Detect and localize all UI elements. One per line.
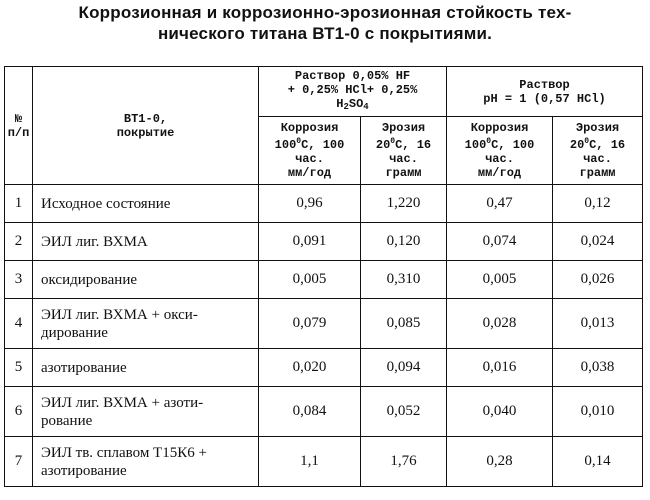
cell-erosion-hcl: 0,038: [553, 349, 643, 387]
header-corrosion-1: Коррозия $100^0С$, 100 час. мм/год: [259, 117, 361, 185]
row-coating: ЭИЛ лиг. ВХМА + окси- дирование: [33, 299, 259, 349]
row-number: 7: [5, 437, 33, 487]
cell-corrosion-hcl: 0,005: [447, 261, 553, 299]
cell-erosion-hcl: 0,013: [553, 299, 643, 349]
cell-corrosion-hf: 1,1: [259, 437, 361, 487]
table-row: [5, 349, 643, 387]
row-number: 6: [5, 387, 33, 437]
header-coating: ВТ1-0, покрытие: [33, 67, 259, 185]
document-title: [0, 2, 650, 44]
cell-erosion-hcl: 0,026: [553, 261, 643, 299]
header-corrosion-2: Коррозия $100^0С$, 100 час. мм/год: [447, 117, 553, 185]
row-coating: оксидирование: [33, 261, 259, 299]
cell-corrosion-hf: 0,005: [259, 261, 361, 299]
row-number: 4: [5, 299, 33, 349]
cell-corrosion-hf: 0,020: [259, 349, 361, 387]
header-group-hf-solution: Раствор 0,05% HF + 0,25% HCl+ 0,25% $H_2SO_4$: [259, 67, 447, 117]
cell-erosion-hcl: 0,024: [553, 223, 643, 261]
header-erosion-1: Эрозия $20^0С$, 16 час. грамм: [361, 117, 447, 185]
header-group-hcl-solution: Раствор pH = 1 (0,57 HCl): [447, 67, 643, 117]
cell-erosion-hf: 0,310: [361, 261, 447, 299]
cell-erosion-hcl: 0,14: [553, 437, 643, 487]
header-row-1: [5, 67, 643, 117]
row-coating: ЭИЛ лиг. ВХМА + азоти- рование: [33, 387, 259, 437]
cell-erosion-hf: 0,085: [361, 299, 447, 349]
row-coating: Исходное состояние: [33, 185, 259, 223]
cell-erosion-hcl: 0,12: [553, 185, 643, 223]
cell-corrosion-hcl: 0,28: [447, 437, 553, 487]
title-line-2: нического титана ВТ1-0 с покрытиями.: [157, 24, 493, 43]
table-row: [5, 437, 643, 487]
cell-corrosion-hcl: 0,040: [447, 387, 553, 437]
header-number: № п/п: [5, 67, 33, 185]
title-line-1: Коррозионная и коррозионно-эрозионная стойкость тех-: [78, 3, 572, 22]
data-table: [4, 66, 643, 487]
row-number: 5: [5, 349, 33, 387]
row-number: 2: [5, 223, 33, 261]
cell-corrosion-hcl: 0,016: [447, 349, 553, 387]
cell-erosion-hcl: 0,010: [553, 387, 643, 437]
cell-erosion-hf: 1,76: [361, 437, 447, 487]
cell-erosion-hf: 1,220: [361, 185, 447, 223]
row-coating: азотирование: [33, 349, 259, 387]
cell-corrosion-hf: 0,084: [259, 387, 361, 437]
table-row: [5, 387, 643, 437]
row-coating: ЭИЛ тв. сплавом Т15К6 + азотирование: [33, 437, 259, 487]
table-row: [5, 223, 643, 261]
table-row: [5, 261, 643, 299]
header-erosion-2: Эрозия $20^0С$, 16 час. грамм: [553, 117, 643, 185]
cell-corrosion-hf: 0,079: [259, 299, 361, 349]
row-number: 3: [5, 261, 33, 299]
table-row: [5, 299, 643, 349]
row-coating: ЭИЛ лиг. ВХМА: [33, 223, 259, 261]
cell-erosion-hf: 0,120: [361, 223, 447, 261]
cell-erosion-hf: 0,052: [361, 387, 447, 437]
cell-corrosion-hcl: 0,028: [447, 299, 553, 349]
cell-corrosion-hf: 0,96: [259, 185, 361, 223]
table-row: [5, 185, 643, 223]
cell-corrosion-hcl: 0,074: [447, 223, 553, 261]
cell-corrosion-hf: 0,091: [259, 223, 361, 261]
row-number: 1: [5, 185, 33, 223]
cell-corrosion-hcl: 0,47: [447, 185, 553, 223]
cell-erosion-hf: 0,094: [361, 349, 447, 387]
